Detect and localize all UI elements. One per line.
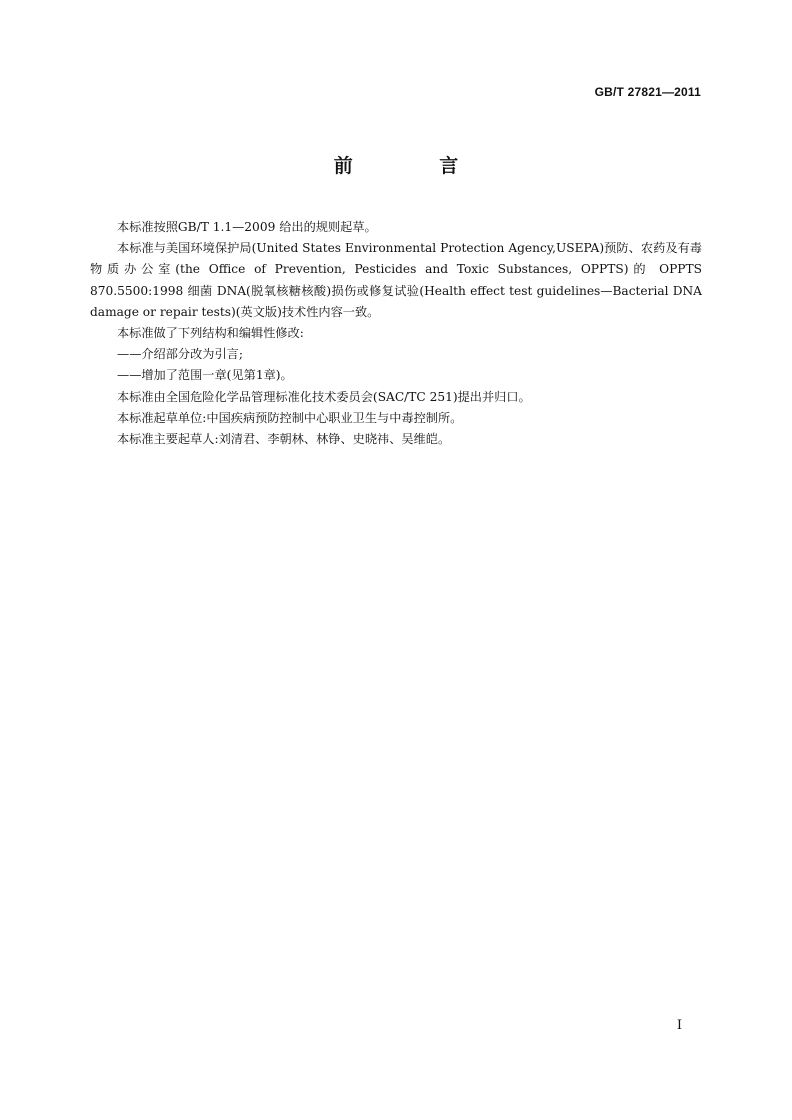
list-item-scope: ——增加了范围一章(见第1章)。: [117, 368, 293, 383]
paragraph-modifications: 本标准做了下列结构和编辑性修改:: [117, 326, 304, 341]
paragraph-proposer: 本标准由全国危险化学品管理标准化技术委员会(SAC/TC 251)提出并归口。: [117, 389, 531, 404]
page-title: 前 言: [333, 155, 499, 177]
paragraph-drafting-unit: 本标准起草单位:中国疾病预防控制中心职业卫生与中毒控制所。: [117, 410, 463, 425]
page-number: I: [676, 1018, 682, 1033]
standard-code: GB/T 27821—2011: [594, 85, 701, 99]
paragraph-drafters: 本标准主要起草人:刘清君、李朝林、林铮、史晓祎、吴维皑。: [117, 432, 451, 447]
paragraph-drafting-rules: 本标准按照GB/T 1.1—2009 给出的规则起草。: [117, 220, 377, 234]
paragraph-equivalence: 本标准与美国环境保护局(United States Environmental Protection Agency,USEPA)预防、农药及有毒物质办公室(the Office of Prevention, Pesticides and Toxic Substances, OPPTS)的 OPPTS 870.5500:1998 细菌 DNA(脱氧核糖核酸)损伤或修复试验(Health effect test guidelines—Bacterial DNA damage or repair tests)(英文版)技术性内容一致。: [90, 241, 702, 319]
foreword-body: [90, 217, 702, 450]
list-item-introduction: ——介绍部分改为引言;: [117, 347, 243, 362]
